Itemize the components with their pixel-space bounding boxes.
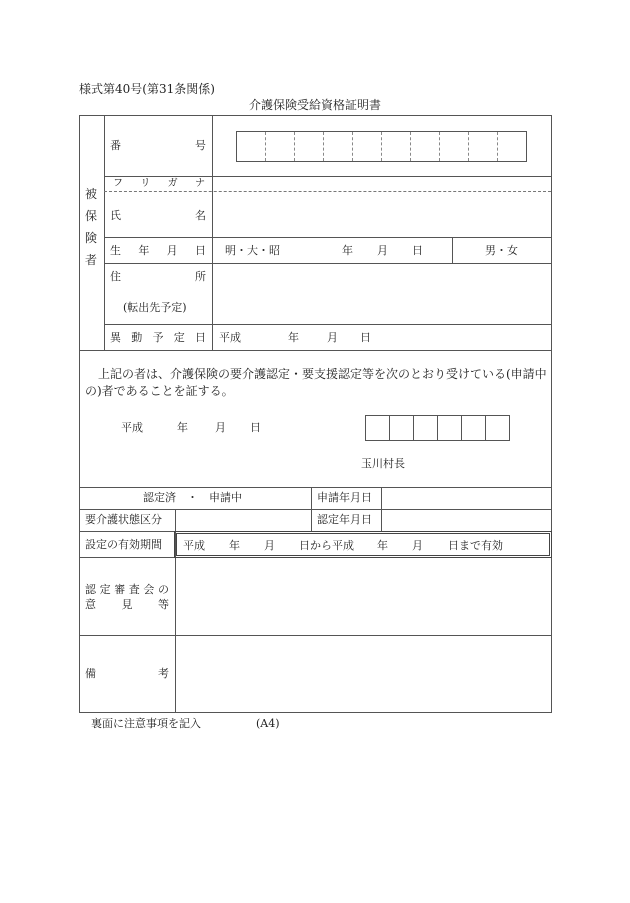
committee-opinion-field[interactable] xyxy=(176,558,551,635)
form-number: 様式第40号(第31条関係) xyxy=(79,82,215,96)
label-char: 年 xyxy=(138,244,150,257)
insured-char: 者 xyxy=(85,253,98,267)
validity-from-month: 月 xyxy=(264,539,275,552)
validity-from-era: 平成 xyxy=(183,539,205,552)
certification-date-month: 月 xyxy=(215,421,226,434)
certification-status-selector[interactable]: 認定済 ・ 申請中 xyxy=(143,491,242,504)
insured-number-digit-cell[interactable] xyxy=(265,132,294,161)
certification-date-day: 日 xyxy=(250,421,261,434)
birthdate-era[interactable]: 明・大・昭 xyxy=(225,244,280,257)
label-char: リ xyxy=(140,178,151,189)
validity-from-year: 年 xyxy=(229,539,240,552)
document-number-cell[interactable] xyxy=(413,416,437,440)
label-char: 動 xyxy=(131,331,143,344)
validity-to-day: 日まで有効 xyxy=(448,539,503,552)
certification-date-label: 認定年月日 xyxy=(317,513,372,526)
application-date-label: 申請年月日 xyxy=(317,491,372,504)
certification-date-year: 年 xyxy=(177,421,188,434)
insured-char: 被 xyxy=(85,187,98,201)
document-number-cell[interactable] xyxy=(461,416,485,440)
label-char: 査 xyxy=(128,583,140,596)
address-label xyxy=(110,271,206,282)
statement-line-1: 上記の者は、介護保険の要介護認定・要支援認定等を次のとおり受けている(申請中 xyxy=(98,367,547,381)
issuer-name: 玉川村長 xyxy=(361,457,405,470)
label-char: 日 xyxy=(194,244,206,257)
label-char: 氏 xyxy=(110,209,121,222)
label-char: 考 xyxy=(158,667,169,680)
insured-number-field[interactable] xyxy=(236,131,527,162)
document-number-cell[interactable] xyxy=(437,416,461,440)
label-char: 見 xyxy=(121,598,133,611)
move-date-era: 平成 xyxy=(219,331,241,344)
paper-size: (A4) xyxy=(256,717,280,730)
document-number-boxes[interactable] xyxy=(365,415,510,441)
insured-char: 険 xyxy=(85,231,98,245)
document-title: 介護保険受給資格証明書 xyxy=(249,98,382,112)
birthdate-year: 年 xyxy=(342,244,353,257)
number-label xyxy=(110,140,206,151)
statement-line-2: の)者であることを証する。 xyxy=(85,384,234,398)
label-char: 所 xyxy=(195,270,206,283)
committee-opinion-label-line-2 xyxy=(85,599,169,610)
insured-number-digit-cell[interactable] xyxy=(237,132,265,161)
insured-section-label xyxy=(79,176,104,276)
remarks-label xyxy=(85,668,169,679)
validity-from-day: 日から平成 xyxy=(299,539,354,552)
validity-period-label: 設定の有効期間 xyxy=(85,538,162,551)
remarks-field[interactable] xyxy=(176,636,551,712)
insured-number-digit-cell[interactable] xyxy=(381,132,410,161)
furigana-label xyxy=(113,179,205,189)
move-date-day: 日 xyxy=(360,331,371,344)
insured-number-digit-cell[interactable] xyxy=(294,132,323,161)
birthdate-field[interactable] xyxy=(213,238,452,263)
application-date-field[interactable] xyxy=(382,488,551,509)
insured-number-digit-cell[interactable] xyxy=(439,132,468,161)
label-char: 認 xyxy=(85,583,96,596)
label-char: の xyxy=(157,583,169,596)
care-level-field[interactable] xyxy=(176,510,311,531)
label-char: フ xyxy=(113,178,123,189)
label-char: 号 xyxy=(195,139,206,152)
label-char: 生 xyxy=(110,244,121,257)
address-sub-label: (転出先予定) xyxy=(123,301,187,314)
label-char: 等 xyxy=(158,598,169,611)
certification-date-field[interactable] xyxy=(382,510,551,531)
label-char: 住 xyxy=(110,270,121,283)
insured-char: 保 xyxy=(85,209,98,223)
label-char: 定 xyxy=(173,331,185,344)
document-number-cell[interactable] xyxy=(389,416,413,440)
label-char: ナ xyxy=(194,178,205,189)
document-number-cell[interactable] xyxy=(485,416,509,440)
label-char: ガ xyxy=(167,178,178,189)
address-field[interactable] xyxy=(213,264,551,324)
birthdate-month: 月 xyxy=(377,244,388,257)
committee-opinion-label-line-1 xyxy=(85,584,169,595)
label-char: 備 xyxy=(85,667,96,680)
label-char: 意 xyxy=(85,598,96,611)
label-char: 異 xyxy=(110,331,121,344)
name-label xyxy=(110,210,206,221)
move-date-label xyxy=(110,332,206,343)
label-char: 会 xyxy=(143,583,155,596)
care-level-label: 要介護状態区分 xyxy=(85,513,162,526)
validity-to-month: 月 xyxy=(412,539,423,552)
label-char: 月 xyxy=(166,244,178,257)
move-date-month: 月 xyxy=(327,331,338,344)
label-char: 審 xyxy=(114,583,126,596)
label-char: 番 xyxy=(110,139,121,152)
label-char: 予 xyxy=(152,331,164,344)
validity-to-year: 年 xyxy=(377,539,388,552)
move-date-field[interactable] xyxy=(213,325,551,350)
label-char: 定 xyxy=(99,583,111,596)
birthdate-label xyxy=(110,245,206,256)
insured-number-digit-cell[interactable] xyxy=(323,132,352,161)
footer-note: 裏面に注意事項を記入 xyxy=(91,717,201,730)
certification-date-era: 平成 xyxy=(121,421,143,434)
insured-number-digit-cell[interactable] xyxy=(410,132,439,161)
insured-number-digit-cell[interactable] xyxy=(468,132,497,161)
birthdate-day: 日 xyxy=(412,244,423,257)
furigana-field[interactable] xyxy=(213,177,551,191)
gender-selector[interactable]: 男・女 xyxy=(485,244,518,257)
insured-number-digit-cell[interactable] xyxy=(497,132,526,161)
label-char: 日 xyxy=(195,331,206,344)
label-char: 名 xyxy=(195,209,206,222)
validity-period-field[interactable] xyxy=(174,531,552,558)
move-date-year: 年 xyxy=(288,331,299,344)
name-field[interactable] xyxy=(213,192,551,237)
insured-number-digit-cell[interactable] xyxy=(352,132,381,161)
document-number-cell[interactable] xyxy=(366,416,389,440)
